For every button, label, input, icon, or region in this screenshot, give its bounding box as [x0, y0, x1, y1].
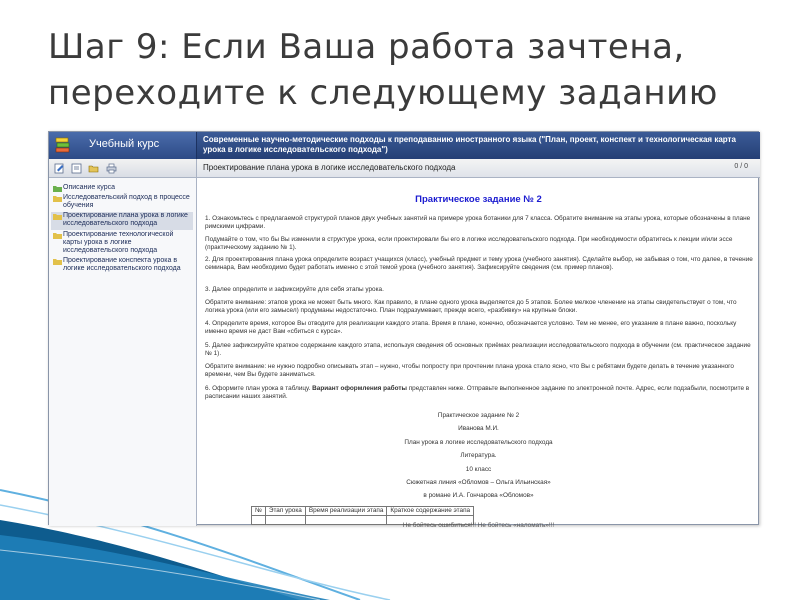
paragraph: 1. Ознакомьтесь с предлагаемой структурой планов двух учебных занятий на примере урока ботаники для 7 класса. Обратите внимание на этапы урока, которые обозначены в плане римскими цифрами. [205, 215, 751, 231]
paragraph: 5. Далее зафиксируйте краткое содержание каждого этапа, используя сведения об основных приёмах реализации исследовательского подхода в обучении (см. практическое задание № 1). [205, 342, 751, 358]
toolbar [49, 159, 197, 178]
table-header-cell: Этап урока [265, 507, 305, 516]
sidebar-item-lesson-summary[interactable] [51, 257, 193, 273]
paragraph: Обратите внимание: не нужно подробно описывать этап – нужно, чтобы попросту при прочтении плана урока стало ясно, что Вы с ребятами будете делать в течение указанного времени, чем Вы будете заниматься. [205, 363, 734, 379]
sample-line: 10 класс [465, 466, 492, 473]
sidebar-item-lesson-plan[interactable] [51, 212, 193, 230]
section-count: 0 / 0 [734, 163, 748, 170]
books-icon [55, 136, 71, 154]
sidebar-item-label: Проектирование технологической карты урока в логике исследовательского подхода [63, 231, 174, 254]
slide-title-line-1: Шаг 9: Если Ваша работа зачтена, [48, 27, 685, 67]
course-title: Современные научно-методические подходы к преподаванию иностранного языка ("План, проект, конспект и технологическая карта урока в логике исследовательского подхода") [203, 135, 736, 154]
sample-line: Сюжетная линия «Обломов – Ольга Ильинская» [406, 479, 551, 486]
sidebar-item-research-approach[interactable] [51, 194, 193, 210]
task-heading: Практическое задание № 2 [415, 194, 542, 205]
sidebar-item-label: Проектирование конспекта урока в логике исследовательского подхода [63, 257, 181, 272]
sidebar-item-course-description[interactable] [51, 184, 193, 192]
paragraph [205, 385, 753, 401]
sample-line: Иванова М.И. [458, 425, 499, 432]
sample-line: Практическое задание № 2 [437, 412, 520, 419]
paragraph: 4. Определите время, которое Вы отводите для реализации каждого этапа. Время в плане, конечно, обозначается условно. Тем не менее, его указание в плане важно, поскольку именно время не даст Вам «сбиться с курса». [205, 320, 737, 336]
paragraph-start: 6. Оформите план урока в таблицу. [205, 385, 311, 392]
paragraph: 3. Далее определите и зафиксируйте для себя этапы урока. [205, 286, 384, 293]
folder-icon [53, 195, 62, 202]
sidebar-item-tech-map[interactable] [51, 231, 193, 255]
paragraph: Подумайте о том, что бы Вы изменили в структуре урока, если проектировали бы его в логике исследовательского подхода. При необходимости обратитесь к лекции и/или эссе (практическому заданию № 1). [205, 236, 733, 252]
print-icon[interactable] [106, 163, 117, 174]
sample-line: Литература. [460, 452, 497, 459]
content-area [197, 178, 760, 529]
table-header-cell: № [252, 507, 266, 516]
section-bar [197, 159, 760, 178]
paragraph-bold: Вариант оформления работы [312, 385, 407, 392]
logo-area[interactable] [49, 132, 197, 159]
paragraph-end: представлен ниже. Отправьте выполненное задание по электронной почте. Адрес, если подзабыли, посмотрите в расписании наших занятий. [205, 385, 750, 401]
sidebar [49, 178, 197, 526]
table-header-row [252, 507, 474, 516]
slide-title [48, 24, 768, 116]
sample-line: в романе И.А. Гончарова «Обломов» [423, 492, 534, 499]
app-header [49, 132, 760, 159]
table-header-cell: Краткое содержание этапа [387, 507, 474, 516]
folder-icon [53, 258, 62, 265]
section-title: Проектирование плана урока в логике исследовательского подхода [203, 163, 456, 172]
paragraph: 2. Для проектирования плана урока определите возраст учащихся (класс), учебный предмет и тему урока (учебного занятия). Сделайте выбор, не забывая о том, что далее, в течение семинара, Вам необходимо будет работать именно с этой темой урока (учебного занятия). Зафиксируйте сведения (см. пример планов). [205, 256, 753, 272]
cut-off-text: Не бойтесь ошибиться!!! Не бойтесь «наломать»!!! [402, 522, 555, 529]
folder-icon[interactable] [88, 163, 99, 174]
note-icon[interactable] [71, 163, 82, 174]
sidebar-item-label: Описание курса [63, 184, 116, 191]
table-header-cell: Время реализации этапа [305, 507, 387, 516]
logo-label: Учебный курс [89, 138, 160, 150]
folder-icon [53, 213, 62, 220]
slide-title-line-2: переходите к следующему заданию [48, 73, 718, 113]
edit-icon[interactable] [54, 163, 65, 174]
folder-icon [53, 185, 62, 192]
folder-icon [53, 232, 62, 239]
paragraph: Обратите внимание: этапов урока не может быть много. Как правило, в плане одного урока выделяется до 5 этапов. Более мелкое членение на этапы свидетельствует о том, что логика урока (или его замысел) продуманы недостаточно. План подразумевает, прежде всего, «разбивку» на крупные блоки. [205, 299, 737, 315]
sidebar-item-label: Проектирование плана урока в логике исследовательского подхода [63, 212, 188, 227]
lms-screenshot [48, 131, 759, 529]
sample-line: План урока в логике исследовательского подхода [404, 439, 553, 446]
sidebar-item-label: Исследовательский подход в процессе обучения [63, 194, 190, 209]
